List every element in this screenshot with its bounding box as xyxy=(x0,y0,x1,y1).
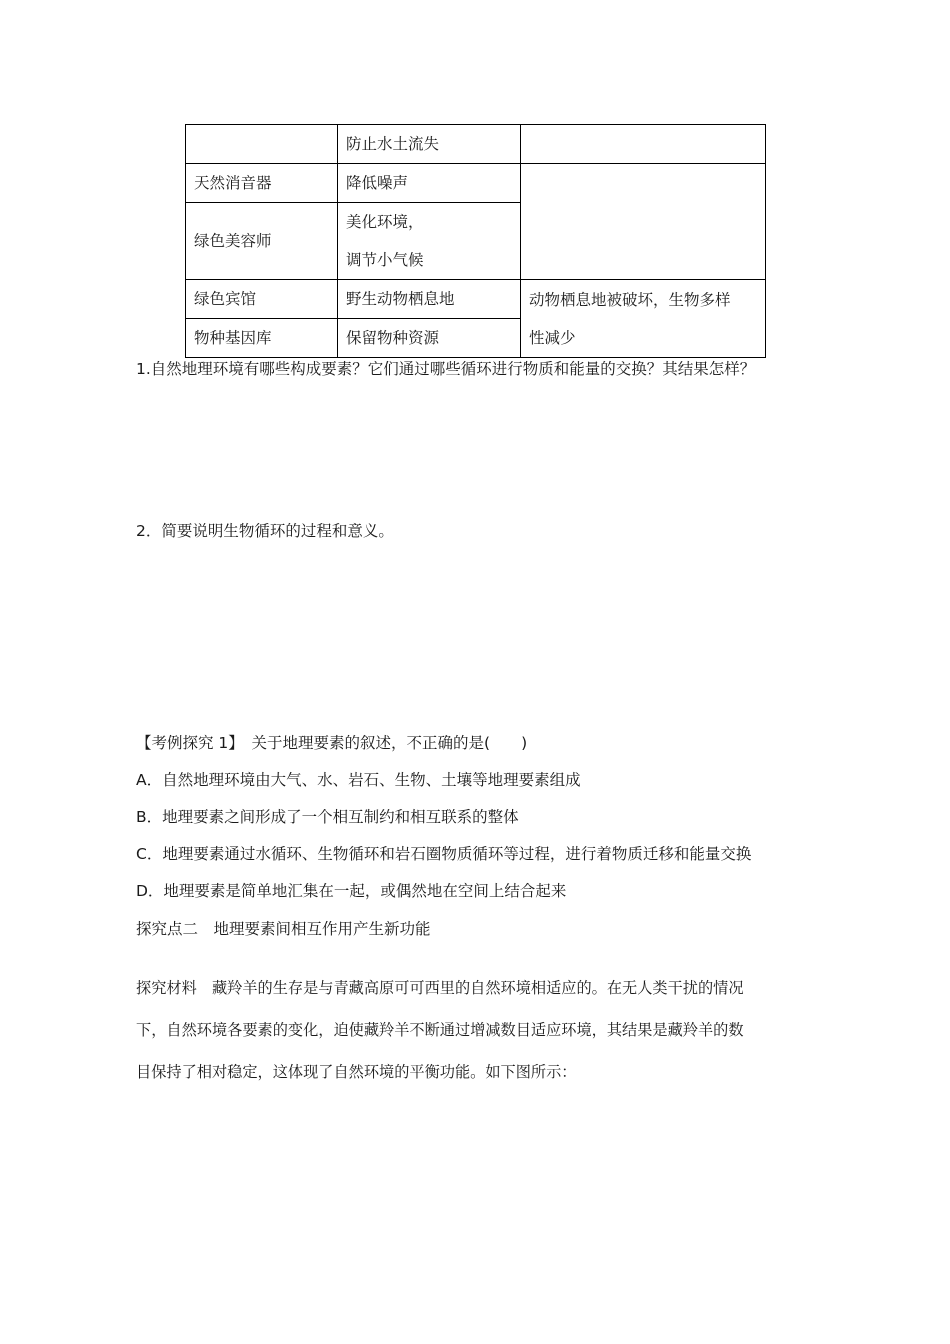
table-row xyxy=(186,280,766,319)
table-cell-empty xyxy=(521,164,766,280)
table-cell: 降低噪声 xyxy=(338,164,521,203)
cell-line: 性减少 xyxy=(529,328,576,347)
example-heading: 【考例探究 1】 关于地理要素的叙述，不正确的是( ) xyxy=(136,734,528,752)
table-cell xyxy=(521,280,766,358)
cell-line: 美化环境， xyxy=(346,213,424,231)
section-title: 探究点二 地理要素间相互作用产生新功能 xyxy=(136,920,431,938)
material-line: 探究材料 藏羚羊的生存是与青藏高原可可西里的自然环境相适应的。在无人类干扰的情况 xyxy=(136,979,744,997)
table-cell: 保留物种资源 xyxy=(338,319,521,358)
option-c: C．地理要素通过水循环、生物循环和岩石圈物质循环等过程，进行着物质迁移和能量交换 xyxy=(136,845,752,863)
material-line: 目保持了相对稳定，这体现了自然环境的平衡功能。如下图所示： xyxy=(136,1063,577,1081)
cell-line: 调节小气候 xyxy=(346,251,424,269)
table-row xyxy=(186,164,766,203)
question-1: 1.自然地理环境有哪些构成要素？它们通过哪些循环进行物质和能量的交换？其结果怎样？ xyxy=(136,360,756,378)
material-line: 下，自然环境各要素的变化，迫使藏羚羊不断通过增减数目适应环境，其结果是藏羚羊的数 xyxy=(136,1021,744,1039)
option-b: B．地理要素之间形成了一个相互制约和相互联系的整体 xyxy=(136,808,519,826)
option-d: D．地理要素是简单地汇集在一起，或偶然地在空间上结合起来 xyxy=(136,882,567,900)
table-cell: 天然消音器 xyxy=(186,164,338,203)
table-cell: 物种基因库 xyxy=(186,319,338,358)
table-cell xyxy=(338,203,521,280)
wetland-function-table xyxy=(185,124,766,358)
table-cell: 绿色宾馆 xyxy=(186,280,338,319)
table-cell xyxy=(521,125,766,164)
table-cell: 绿色美容师 xyxy=(186,203,338,280)
question-2: 2．简要说明生物循环的过程和意义。 xyxy=(136,522,394,540)
table-cell xyxy=(186,125,338,164)
cell-line: 动物栖息地被破坏，生物多样 xyxy=(529,290,731,309)
option-a: A．自然地理环境由大气、水、岩石、生物、土壤等地理要素组成 xyxy=(136,771,581,789)
table-cell: 野生动物栖息地 xyxy=(338,280,521,319)
table-cell: 防止水土流失 xyxy=(338,125,521,164)
table-row xyxy=(186,125,766,164)
